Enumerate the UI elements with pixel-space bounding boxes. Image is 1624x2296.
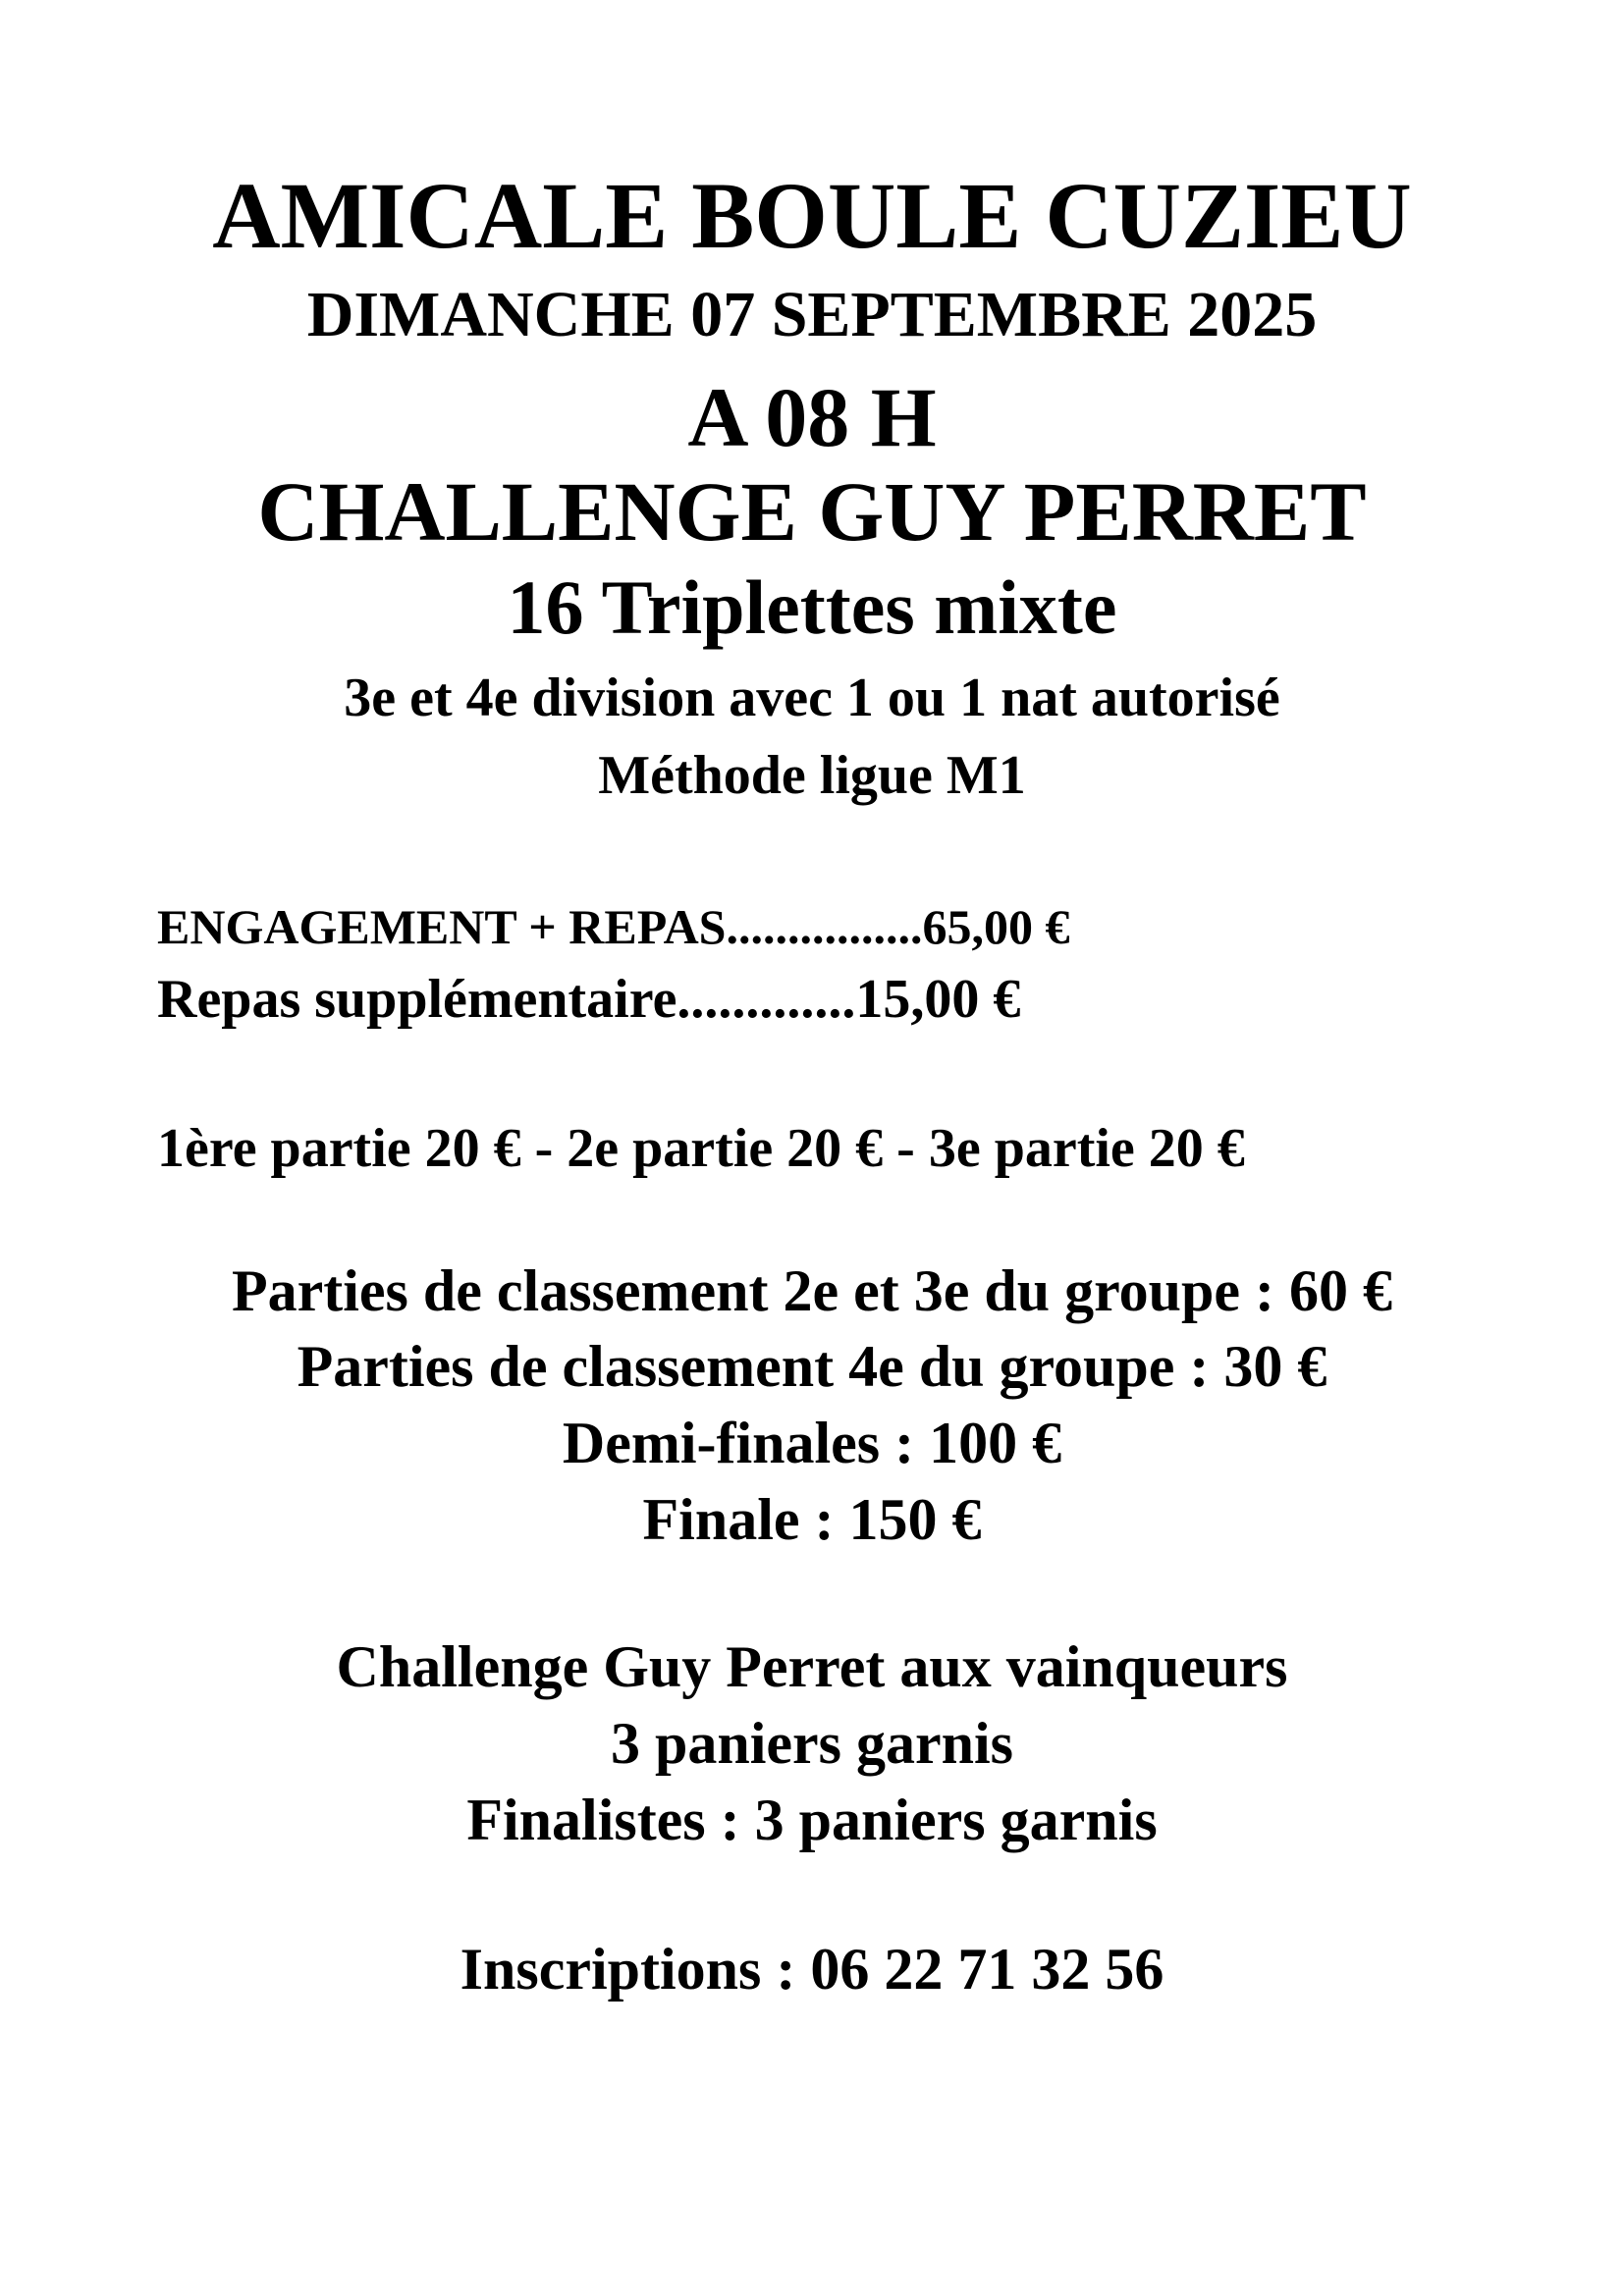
- prize-final: Finale : 150 €: [642, 1487, 982, 1552]
- fee-engagement: ENGAGEMENT + REPAS................65,00 €: [157, 899, 1070, 954]
- event-date: DIMANCHE 07 SEPTEMBRE 2025: [306, 279, 1318, 350]
- award-winners: Challenge Guy Perret aux vainqueurs: [336, 1634, 1288, 1699]
- method-rule: Méthode ligue M1: [598, 745, 1026, 806]
- challenge-name: CHALLENGE GUY PERRET: [257, 464, 1367, 559]
- award-winners-baskets: 3 paniers garnis: [610, 1711, 1014, 1776]
- prize-semi-finals: Demi-finales : 100 €: [562, 1411, 1062, 1475]
- inscriptions-phone: Inscriptions : 06 22 71 32 56: [460, 1937, 1164, 2002]
- event-hour: A 08 H: [687, 370, 937, 464]
- prize-classement-2-3: Parties de classement 2e et 3e du groupe : 60 €: [231, 1258, 1392, 1323]
- round-prizes: 1ère partie 20 € - 2e partie 20 € - 3e partie 20 €: [157, 1118, 1245, 1179]
- fee-extra-meal: Repas supplémentaire.............15,00 €: [157, 969, 1021, 1030]
- award-finalists: Finalistes : 3 paniers garnis: [466, 1788, 1158, 1852]
- prize-classement-4: Parties de classement 4e du groupe : 30 €: [297, 1334, 1327, 1399]
- poster-title: AMICALE BOULE CUZIEU: [212, 163, 1412, 268]
- divisions-rule: 3e et 4e division avec 1 ou 1 nat autorisé: [344, 667, 1280, 728]
- tournament-format: 16 Triplettes mixte: [507, 564, 1117, 650]
